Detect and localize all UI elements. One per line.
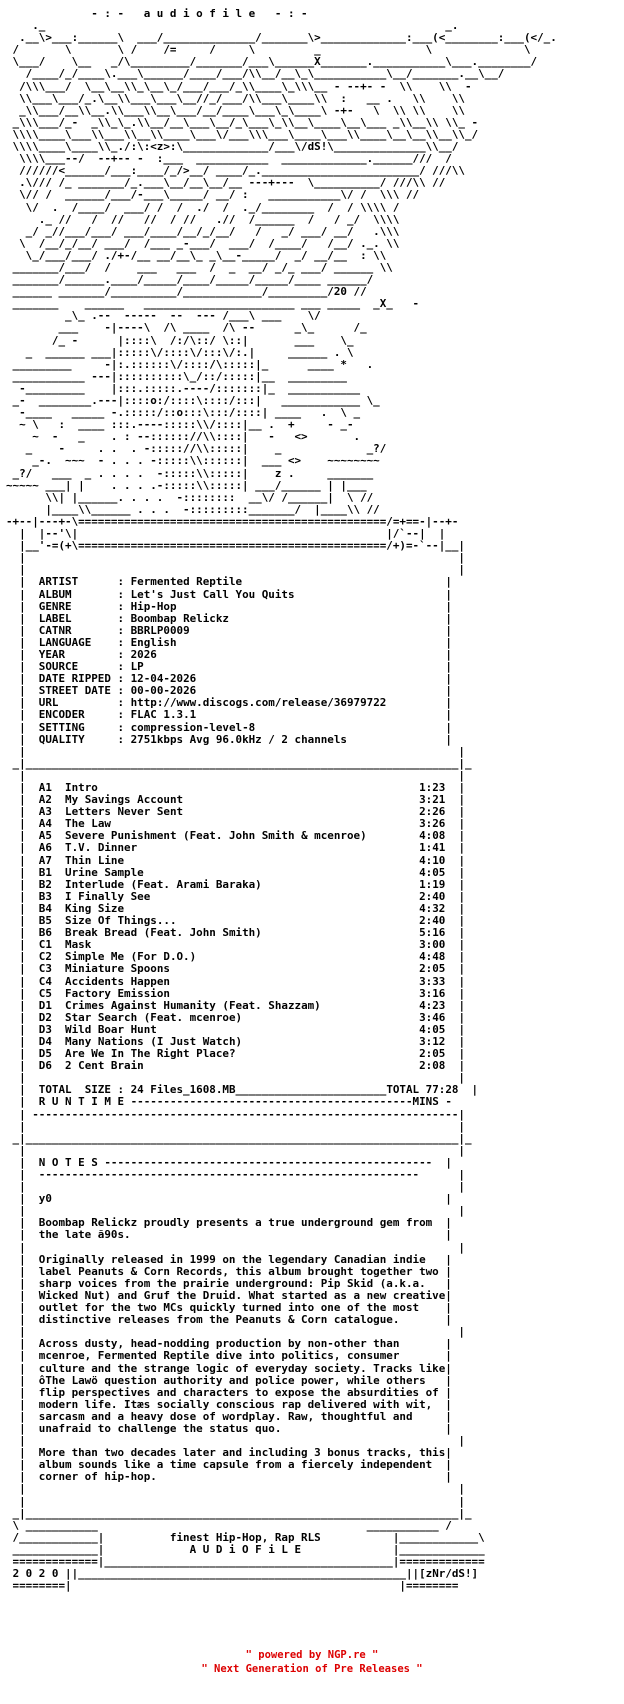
ascii-art-line: ~~~~~ ___| | . . . .-:::::\\:::::| ___/______ | |___ xyxy=(6,478,367,492)
track-position: A3 xyxy=(38,805,66,819)
mins-label: MINS - xyxy=(412,1095,452,1109)
ascii-art-line: \/ . /____/ ___/ / / ./ / ._/________ / / \\\\ / xyxy=(25,200,400,214)
track-row: | B5 Size Of Things... 2:40 | xyxy=(6,914,466,928)
ascii-art-line: _- ________.---|::::o:/::::\::::/:::| ____________ \_ xyxy=(12,394,380,407)
track-title: Mask xyxy=(65,938,413,952)
track-position: D6 xyxy=(38,1059,66,1073)
total-size: TOTAL SIZE : 24 Files_1608.MB xyxy=(38,1083,236,1097)
track-position: B4 xyxy=(38,901,66,915)
release-info-row: | ARTIST : Fermented Reptile | xyxy=(6,575,452,589)
ascii-art-line: _?/ ___ _ . . . . -:::::\\:::::| z . _______ xyxy=(12,466,374,480)
track-position: B2 xyxy=(38,877,66,891)
header-title: - : - a u d i o f i l e - : - xyxy=(6,8,308,20)
track-time: 4:10 xyxy=(412,853,446,867)
release-info-value: 2026 xyxy=(130,647,157,661)
notes-heading: N O T E S xyxy=(38,1155,98,1169)
track-position: B6 xyxy=(38,926,66,940)
release-info-row: | LANGUAGE : English | xyxy=(6,635,452,649)
track-position: A7 xyxy=(38,853,66,867)
track-row: | C1 Mask 3:00 | xyxy=(6,938,466,952)
release-info-value: Hip-Hop xyxy=(130,599,177,613)
notes-body xyxy=(6,1192,465,1495)
track-position: C3 xyxy=(38,962,66,976)
release-info-key: YEAR xyxy=(38,647,118,661)
track-time: 1:23 xyxy=(412,781,446,794)
track-position: C4 xyxy=(38,974,66,988)
track-time: 3:26 xyxy=(412,817,446,831)
track-row: | A4 The Law 3:26 | xyxy=(6,817,466,831)
ascii-art-line: ___________ ---|::::::::::\_/::/:::::|__ _________ xyxy=(12,369,347,383)
release-info-value: Let's Just Call You Quits xyxy=(130,587,295,601)
release-info-key: STREET DATE xyxy=(38,684,118,698)
track-time: 1:41 xyxy=(412,841,446,855)
powered-by-text: " powered by NGP.re " xyxy=(245,1649,379,1661)
ascii-art-line: ._ // / // // / // .// /______ / / _/ \\\\ xyxy=(38,212,400,226)
track-time: 3:46 xyxy=(412,1010,446,1024)
track-time: 5:16 xyxy=(412,926,446,940)
release-info-value: 12-04-2026 xyxy=(130,672,197,686)
frame-top-border-lower: |__'-=(+\===============================================/+)=-`--|__| xyxy=(6,539,465,553)
track-row: | D4 Many Nations (I Just Watch) 3:12 | xyxy=(6,1034,466,1048)
ascii-art-line: _______/___/ / ___ ___ / _ __/ _/_ ___/ ______ \\ xyxy=(12,260,393,274)
ascii-art-line: \___/ \__ _/\_________/_______/___\______X_______.___________\___.________/ xyxy=(12,55,538,69)
track-time: 3:12 xyxy=(412,1034,446,1048)
track-time: 2:05 xyxy=(412,962,446,976)
ascii-art-line: _\_ .-- ----- -- --- /___\ ___ \/ xyxy=(65,309,321,323)
track-time: 2:08 xyxy=(412,1059,446,1073)
track-title: Interlude (Feat. Arami Baraka) xyxy=(65,877,413,891)
track-row: | A5 Severe Punishment (Feat. John Smith & mcenroe) 4:08 | xyxy=(6,829,466,843)
ascii-art-line: \_/___/___/ ./+-/__ __/__\_ _\__-_____/ _/ __/__ : \\ xyxy=(25,248,387,262)
track-position: A4 xyxy=(38,817,66,831)
track-row: | B1 Urine Sample 4:05 | xyxy=(6,865,466,879)
release-info-key: SETTING xyxy=(38,720,118,734)
track-time: 2:26 xyxy=(412,805,446,819)
track-time: 4:05 xyxy=(412,1022,446,1036)
track-title: Crimes Against Humanity (Feat. Shazzam) xyxy=(65,998,413,1012)
track-row: | C4 Accidents Happen 3:33 | xyxy=(6,974,466,988)
track-row: | C3 Miniature Spoons 2:05 | xyxy=(6,962,466,976)
track-time: 3:00 xyxy=(412,938,446,952)
release-info-row: | CATNR : BBRLP0009 | xyxy=(6,623,452,637)
release-info-row: | ALBUM : Let's Just Call You Quits | xyxy=(6,587,452,601)
release-info-value: 2751kbps Avg 96.0kHz / 2 channels xyxy=(130,732,347,746)
track-row: | D2 Star Search (Feat. mcenroe) 3:46 | xyxy=(6,1010,466,1024)
track-position: D3 xyxy=(38,1022,66,1036)
track-title: Simple Me (For D.O.) xyxy=(65,950,413,964)
track-title: Many Nations (I Just Watch) xyxy=(65,1034,413,1048)
release-info-value: LP xyxy=(130,660,144,674)
release-info-key: GENRE xyxy=(38,599,118,613)
ascii-art-line: ~ - _ . : --:::::://\\::::| - <> . xyxy=(32,430,361,444)
track-time: 4:23 xyxy=(412,998,446,1012)
notes-paragraph: | Boombap Relickz proudly presents a true underground gem from | | the late ã90s. | | | xyxy=(19,1216,465,1254)
release-info-value: BBRLP0009 xyxy=(130,623,190,637)
track-row: | B6 Break Bread (Feat. John Smith) 5:16 | xyxy=(6,926,466,940)
track-row: | A7 Thin Line 4:10 | xyxy=(6,853,466,867)
year-label: 2 0 2 0 xyxy=(12,1567,59,1581)
release-info-key: LANGUAGE xyxy=(38,635,118,649)
ascii-scene-art xyxy=(6,322,616,516)
track-title: 2 Cent Brain xyxy=(65,1059,413,1073)
track-position: A6 xyxy=(38,841,66,855)
frame-top-border-inner: | |--'\| |/`--| | xyxy=(6,527,446,541)
track-title: Wild Boar Hunt xyxy=(65,1022,413,1036)
release-info-row: | GENRE : Hip-Hop | xyxy=(6,599,452,613)
release-info-value: http://www.discogs.com/release/36979722 xyxy=(130,696,387,710)
ascii-art-line: \ /__/_/__/ ___/ /___ _-___/ ___/ /____/ /__/ ._. \\ xyxy=(19,236,400,250)
track-time: 4:08 xyxy=(412,829,446,843)
notes-paragraph: | Originally released in 1999 on the legendary Canadian indie | | label Peanuts & Corn Records, this album brought together two | | sharp voices from the prairie underground: Pip Skid (a.k.a. | | Wicked Nut) and Gruf the Druid. What started as a new creative| | outlet for the two MCs quickly turned into one of the most | | distinctive releases from the Peanuts & Corn catalogue. | | | xyxy=(19,1252,465,1339)
track-row: | D1 Crimes Against Humanity (Feat. Shazzam) 4:23 | xyxy=(6,998,466,1012)
release-info-row: | SETTING : compression-level-8 | xyxy=(6,720,452,734)
notes-paragraph: | Across dusty, head-nodding production by non-other than | | mcenroe, Fermented Reptile dive into politics, consumer | | culture and the strange logic of everyday society. Tracks like| | ôThe Lawö question authority and police power, while others | | flip perspectives and characters to expose the absurdities of | | modern life. Itæs socially conscious rap delivered with wit, | | sarcasm and a heavy dose of wordplay. Raw, thoughtful and | | unafraid to challenge the status quo. | | | xyxy=(19,1337,465,1448)
release-info-key: ALBUM xyxy=(38,587,118,601)
ascii-art-line: _______ ______ _______________________ ___ _____ _X_ - xyxy=(12,297,420,311)
track-title: I Finally See xyxy=(65,889,413,903)
track-position: B1 xyxy=(38,865,66,879)
track-position: B3 xyxy=(38,889,66,903)
track-time: 2:40 xyxy=(412,889,446,903)
ascii-art-line: _ ______ ___|:::::\/::::\/:::\/:.| ______ . \ xyxy=(25,345,354,359)
track-row: | D3 Wild Boar Hunt 4:05 | xyxy=(6,1022,466,1036)
ascii-art-line: ._ _. xyxy=(32,19,459,33)
track-row: | C5 Factory Emission 3:16 | xyxy=(6,986,466,1000)
ascii-art-line: _ - . . . -::::://\\:::::| _ _?/ xyxy=(25,442,387,456)
release-info-key: QUALITY xyxy=(38,732,118,746)
footer xyxy=(0,1648,624,1676)
track-time: 3:21 xyxy=(412,793,446,807)
banner-line-1: finest Hip-Hop, Rap RLS xyxy=(104,1530,393,1544)
track-title: T.V. Dinner xyxy=(65,841,413,855)
track-row: | B2 Interlude (Feat. Arami Baraka) 1:19 | xyxy=(6,877,466,891)
track-title: Urine Sample xyxy=(65,865,413,879)
ascii-art-line: -____ _____ -.:::::/::o:::\:::/::::| ____ . \ _ xyxy=(19,406,361,420)
track-title: The Law xyxy=(65,817,413,831)
notes-paragraph: | More than two decades later and including 3 bonus tracks, this| | album sounds like a time capsule from a fiercely independent | | corner of hip-hop. | | | xyxy=(19,1446,465,1496)
ascii-art-line: |____\\______ . . . -:::::::::_______/ |____\\ // xyxy=(45,502,380,516)
track-row: | B4 King Size 4:32 | xyxy=(6,901,466,915)
release-info-value: 00-00-2026 xyxy=(130,684,197,698)
ascii-art-line: \\\\____\___\\___\\__\\____\___\/___\\\___\____\___\\____\__\__\\__\\_/ xyxy=(12,127,479,141)
release-info-value: Fermented Reptile xyxy=(130,575,243,589)
runtime-label: R U N T I M E xyxy=(38,1095,125,1109)
release-info-key: DATE RIPPED xyxy=(38,672,118,686)
track-row: | A6 T.V. Dinner 1:41 | xyxy=(6,841,466,855)
track-position: D1 xyxy=(38,998,66,1012)
track-title: Intro xyxy=(65,781,413,794)
ascii-art-line: /_ - |::::\ /:/\::/ \::| ___ \_ xyxy=(51,333,354,347)
track-position: C1 xyxy=(38,938,66,952)
track-time: 4:48 xyxy=(412,950,446,964)
track-row: | D5 Are We In The Right Place? 2:05 | xyxy=(6,1047,466,1061)
track-row: | A2 My Savings Account 3:21 | xyxy=(6,793,466,807)
ascii-art-line: \\___\___/_.\__\\___\___\__//_/___/\\___\____\\ : __ . \\ \\ xyxy=(19,91,465,105)
ascii-logo-art xyxy=(6,20,616,322)
ascii-art-line: .__\>___:______\ ___/______________/_______\>_____________:___(<________:___(</_. xyxy=(19,31,557,45)
ascii-art-line: //////<______/___:____/_/>__/ ____/_.________________________/ ///\\ xyxy=(19,164,465,178)
ascii-art-line: / \ \ / /= / \ _ \ \ xyxy=(12,43,531,57)
track-time: 4:32 xyxy=(412,901,446,915)
track-time: 3:33 xyxy=(412,974,446,988)
tracklist xyxy=(6,781,465,1072)
ascii-art-line: \// / ______/___/-___\_____/ __/ : ___________\/ / \\\ // xyxy=(19,188,420,202)
notes-greeting: | y0 | | | xyxy=(19,1192,465,1218)
release-info-key: ENCODER xyxy=(38,708,118,722)
release-info-key: ARTIST xyxy=(38,575,118,589)
ascii-art-line: ~ \ : ____ :::.----:::::\\/::::|__ . + - _- xyxy=(19,418,354,432)
track-position: D5 xyxy=(38,1047,66,1061)
track-title: Size Of Things... xyxy=(65,914,413,928)
track-time: 2:40 xyxy=(412,914,446,928)
frame-top-border: -+--|---+-\===============================================/=+==-|--+- xyxy=(6,514,459,528)
banner-line-2: A U D i O F i L E xyxy=(104,1542,393,1556)
track-time: 3:16 xyxy=(412,986,446,1000)
track-title: Severe Punishment (Feat. John Smith & mcenroe) xyxy=(65,829,413,843)
track-title: Miniature Spoons xyxy=(65,962,413,976)
total-size-line: | TOTAL SIZE : 24 Files_1608.MB_______________________TOTAL 77:28 | xyxy=(6,1083,479,1097)
ascii-art-line: _______/______.____/_____/____/_____/_____/____ ______/ xyxy=(12,273,374,287)
release-info-row: | SOURCE : LP | xyxy=(6,660,452,674)
ascii-art-line: \\\\___--/ --+-- - :___ ___________ _____________.______/// / xyxy=(19,152,452,166)
group-tag: [zNr/dS!] xyxy=(419,1567,479,1581)
release-info-value: compression-level-8 xyxy=(130,720,256,734)
track-position: D4 xyxy=(38,1034,66,1048)
track-position: A5 xyxy=(38,829,66,843)
track-position: B5 xyxy=(38,914,66,928)
track-position: D2 xyxy=(38,1010,66,1024)
track-position: C2 xyxy=(38,950,66,964)
release-info-key: LABEL xyxy=(38,611,118,625)
notes-heading-line: | N O T E S -------------------------------------------------- | xyxy=(6,1155,452,1169)
track-row: | A3 Letters Never Sent 2:26 | xyxy=(6,805,466,819)
release-info-key: CATNR xyxy=(38,623,118,637)
track-row: | B3 I Finally See 2:40 | xyxy=(6,889,466,903)
track-title: Break Bread (Feat. John Smith) xyxy=(65,926,413,940)
runtime-line: | R U N T I M E -------------------------------------------MINS - xyxy=(6,1095,452,1109)
track-title: Letters Never Sent xyxy=(65,805,413,819)
ascii-art-line: /____/_/____\.___\______/____/___/\\__/__\_\___________\__/_______.__\__/ xyxy=(25,67,505,81)
track-row: | C2 Simple Me (For D.O.) 4:48 | xyxy=(6,950,466,964)
track-title: King Size xyxy=(65,901,413,915)
release-info-key: SOURCE xyxy=(38,660,118,674)
track-title: Thin Line xyxy=(65,853,413,867)
ascii-art-line: -_________ |:::.:::::.----/:::::::|_ ___________ xyxy=(19,381,361,395)
ascii-art-line: .\/// /_ _______/_.___\__/__\__/__ ---+--- \__________/ ///\\ // xyxy=(19,176,446,190)
release-info-row: | QUALITY : 2751kbps Avg 96.0kHz / 2 channels | xyxy=(6,732,452,746)
ascii-art-line: _/ _//___/___/ ___/____/__/_/__/ / _/ ___/ __/ .\\\ xyxy=(25,224,400,238)
ascii-art-line: _\\___/__\\__.\\___\\__\___/__/____\___\_\____\ -+- \ \\ \\ \\ xyxy=(19,103,465,117)
release-info-row: | DATE RIPPED : 12-04-2026 | xyxy=(6,672,452,686)
track-time: 4:05 xyxy=(412,865,446,879)
track-title: Are We In The Right Place? xyxy=(65,1047,413,1061)
release-info-value: Boombap Relickz xyxy=(130,611,229,625)
release-info-block xyxy=(6,575,452,745)
track-row: | A1 Intro 1:23 | xyxy=(6,781,466,794)
track-time: 1:19 xyxy=(412,877,446,891)
ascii-art-line: ______ _______/__________/____________/_________/20 // xyxy=(12,285,367,299)
track-position: C5 xyxy=(38,986,66,1000)
ascii-art-line: _________ -|:.::::::\/::::/\:::::|_ ____ * . xyxy=(12,357,374,371)
track-position: A2 xyxy=(38,793,66,807)
track-title: Star Search (Feat. mcenroe) xyxy=(65,1010,413,1024)
ascii-art-line: \\\\____\____\\_./:\:<z>:\_____________/___\/dS!\______________\\__/ xyxy=(12,140,459,154)
ascii-art-line: \\| |______. . . . -:::::::: __\/ /______| \ // xyxy=(45,490,374,504)
track-title: My Savings Account xyxy=(65,793,413,807)
track-time: 2:05 xyxy=(412,1047,446,1061)
track-title: Factory Emission xyxy=(65,986,413,1000)
total-runtime: TOTAL 77:28 xyxy=(386,1083,459,1097)
release-info-value: FLAC 1.3.1 xyxy=(130,708,197,722)
tagline-text: " Next Generation of Pre Releases " xyxy=(201,1663,423,1675)
track-position: A1 xyxy=(38,781,66,794)
ascii-art-line: _-. ~~~ - . . . -:::::\\::::::| ___ <> ~~~~~~~~ xyxy=(32,454,380,468)
release-info-row: | YEAR : 2026 | xyxy=(6,647,452,661)
track-row: | D6 2 Cent Brain 2:08 | xyxy=(6,1059,466,1073)
release-info-row: | LABEL : Boombap Relickz | xyxy=(6,611,452,625)
track-title: Accidents Happen xyxy=(65,974,413,988)
ascii-art-line: /\\\___/ \__\__\\_\__\_/___/___/_\\____\_\\\__ - --+- - \\ \\ - xyxy=(19,79,472,93)
release-info-row: | STREET DATE : 00-00-2026 | xyxy=(6,684,452,698)
release-info-value: English xyxy=(130,635,177,649)
release-info-row: | ENCODER : FLAC 1.3.1 | xyxy=(6,708,452,722)
ascii-art-line: _\\\___/_- _\\_\_.\\__/__\___\__/_\___\_\\__\____\__\___ _\\__\\ \\_ - xyxy=(12,115,479,129)
nfo-document: - : - a u d i o f i l e - : - ._ _. .__\>___:______\ ___/______________/_______\>_____________:___(<________:___(</_. / \ \ / /= / \ _ \ \ \___/ \__ _/\_________/_______/___\______X_______.___________\___.________/ /____/_/____\.___\______/____/___/\\__/__\_\___________\__/_______.__\__/ /\\\___/ \__\__\\_\__\_/___/___/_\\____\_\\\__ - --+- - \\ \\ - \\___\___/_.\__\\___\___\__//_/___/\\___\____\\ : __ . \\ \\ _\\___/__\\__.\\___\\__\___/__/____\___\_\____\ -+- \ \\ \\ \\ _\\\___/_- _\\_\_.\\__/__\___\__/_\___\_\\__\____\__\___ _\\__\\ \\_ - \\\\____\___\\___\\__\\____\___\/___\\\___\____\___\\____\__\__\\__\\_/ \\\\____\____\\_./:\:<z>:\_____________/___\/dS!\______________\\__/ \\\\___--/ --+-- - :___ ___________ _____________.______/// / //////<______/___:____/_/>__/ ____/_.________________________/ ///\\ .\/// /_ _______/_.___\__/__\__/__ ---+--- \__________/ ///\\ // \// / ______/___/-___\_____/ __/ : ___________\/ / \\\ // \/ . /____/ ___/ / / ./ / ._/________ / / \\\\ / ._ // / // // / // .// /______ / / _/ \\\\ _/ _//___/___/ ___/____/__/_/__/ / _/ ___/ __/ .\\\ \ /__/_/__/ ___/ /___ _-___/ ___/ /____/ /__/ ._. \\ \_/___/___/ ./+-/__ __/__\_ _\__-_____/ _/ __/__ : \\ _______/___/ / ___ ___ / _ __/ _/_ ___/ ______ \\ _______/______.____/_____/____/_____/_____/____ ______/ ______ _______/__________/____________/_________/20 // _______ ______ _______________________ ___ _____ _X_ - _\_ .-- ----- -- --- /___\ ___ \/ ___ -|----\ /\ ____ /\ -- _\_ /_ /_ - |::::\ /:/\::/ \::| ___ \_ _ ______ ___|:::::\/::::\/:::\/:.| ______ . \ _________ -|:.::::::\/::::/\:::::|_ ____ * . ___________ ---|::::::::::\_/::/:::::|__ _________ -_________ |:::.:::::.----/:::::::|_ ___________ _- ________.---|::::o:/::::\::::/:::| ____________ \_ -____ _____ -.:::::/::o:::\:::/::::| ____ . \ _ ~ \ : ____ :::.----:::::\\/::::|__ . + - _- ~ - _ . : --:::::://\\::::| - <> . _ - . . . -::::://\\:::::| _ _?/ _-. ~~~ - . . . -:::::\\::::::| ___ <> ~~~~~~~~ _?/ ___ _ . . . . -:::::\\:::::| z . _______ ~~~~~ ___| | . . . .-:::::\\:::::| ___/______ | |___ \\| |______. . . . -:::::::: __\/ /______| \ // |____\\______ . . . -:::::::::_______/ |____\\ // -+--|---+-\===============================================/=+==-|--+- | |--'\| |/`--| | |__'-=(+\===============================================/+)=-`--|__| | | | | | ARTIST : Fermented Reptile | | ALBUM : Let's Just Call You Quits | | GENRE : Hip-Hop | | LABEL : Boombap Relickz | | CATNR : BBRLP0009 | | LANGUAGE : English | | YEAR : 2026 | | SOURCE : LP | | DATE RIPPED : 12-04-2026 | | STREET DATE : 00-00-2026 | | URL : http://www.discogs.com/release/36979722 | | ENCODER : FLAC 1.3.1 | | SETTING : compression-level-8 | | QUALITY : 2751kbps Avg 96.0kHz / 2 channels | | | _|__________________________________________________________________|_ | | | A1 Intro 1:23 | | A2 My Savings Account 3:21 | | A3 Letters Never Sent 2:26 | | A4 The Law 3:26 | | A5 Severe Punishment (Feat. John Smith & mcenroe) 4:08 | | A6 T.V. Dinner 1:41 | | A7 Thin Line 4:10 | | B1 Urine Sample 4:05 | | B2 Interlude (Feat. Arami Baraka) 1:19 | | B3 I Finally See 2:40 | | B4 King Size 4:32 | | B5 Size Of Things... 2:40 | | B6 Break Bread (Feat. John Smith) 5:16 | | C1 Mask 3:00 | | C2 Simple Me (For D.O.) 4:48 | | C3 Miniature Spoons 2:05 | | C4 Accidents Happen 3:33 | | C5 Factory Emission 3:16 | | D1 Crimes Against Humanity (Feat. Shazzam) 4:23 | | D2 Star Search (Feat. mcenroe) 3:46 | | D3 Wild Boar Hunt 4:05 | | D4 Many Nations (I Just Watch) 3:12 | | D5 Are We In The Right Place? 2:05 | | D6 2 Cent Brain 2:08 | | | | TOTAL SIZE : 24 Files_1608.MB_______________________TOTAL 77:28 | | R U N T I M E -------------------------------------------MINS - | -----------------------------------------------------------------| | | _|__________________________________________________________________|_ | | | N O T E S -------------------------------------------------- | | ---------------------------------------------------------- | | | | y0 | | | | Boombap Relickz proudly presents a true underground gem from | | the late ã90s. | | | | Originally released in 1999 on the legendary Canadian indie | | label Peanuts & Corn Records, this album brought together two | | sharp voices from the prairie underground: Pip Skid (a.k.a. | | Wicked Nut) and Gruf the Druid. What started as a new creative| | outlet for the two MCs quickly turned into one of the most | | distinctive releases from the Peanuts & Corn catalogue. | | | | Across dusty, head-nodding production by non-other than | | mcenroe, Fermented Reptile dive into politics, consumer | | culture and the strange logic of everyday society. Tracks like| | ôThe Lawö question authority and police power, while others | | flip perspectives and characters to expose the absurdities of | | modern life. Itæs socially conscious rap delivered with wit, | | sarcasm and a heavy dose of wordplay. Raw, thoughtful and | | unafraid to challenge the status quo. | | | | More than two decades later and including 3 bonus tracks, this| | album sounds like a time capsule from a fiercely independent | | corner of hip-hop. | | | | | _|__________________________________________________________________|_ \ ___________ ___________ / /____________| finest Hip-Hop, Rap RLS |____________\ _____________| A U D i O F i L E |_____________ =============|____________________________________________|============= 2 0 2 0 ||__________________________________________________||[zNr/dS!] ========| |======== xyxy=(6,8,616,1592)
release-info-key: URL xyxy=(38,696,118,710)
release-info-row: | URL : http://www.discogs.com/release/36979722 | xyxy=(6,696,452,710)
ascii-art-line: ___ -|----\ /\ ____ /\ -- _\_ /_ xyxy=(58,321,367,335)
